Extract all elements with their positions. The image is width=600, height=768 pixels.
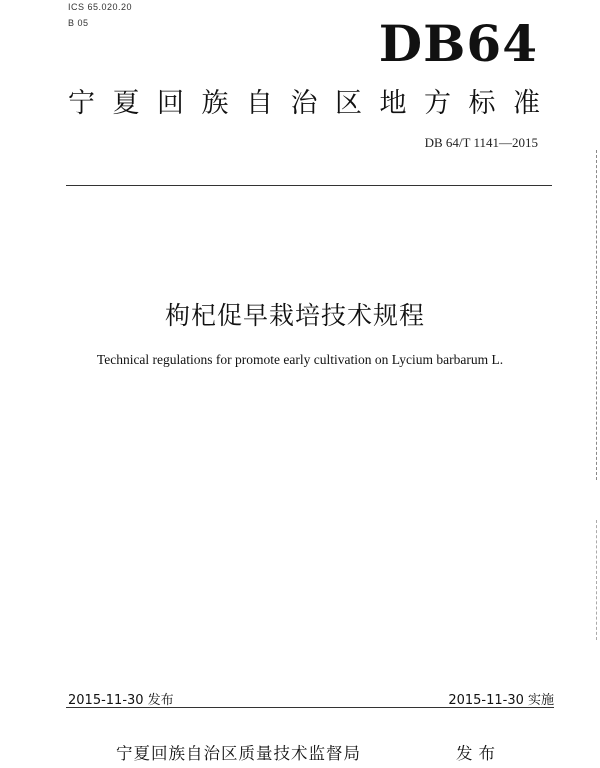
footer-divider bbox=[66, 707, 554, 708]
authority-char: 准 bbox=[513, 88, 540, 119]
authority-char: 族 bbox=[201, 88, 229, 119]
publish-label: 发布 bbox=[456, 744, 501, 763]
authority-char: 标 bbox=[468, 88, 496, 119]
scan-edge-mark bbox=[596, 520, 597, 640]
implementation-date: 2015-11-30 实施 bbox=[448, 693, 554, 708]
standard-number: DB 64/T 1141—2015 bbox=[424, 135, 538, 150]
scan-edge-mark bbox=[596, 150, 597, 480]
authority-char: 回 bbox=[157, 88, 184, 119]
authority-char: 区 bbox=[335, 88, 362, 119]
header-divider bbox=[66, 185, 552, 186]
ics-code: ICS 65.020.20 bbox=[68, 2, 133, 12]
authority-char: 治 bbox=[290, 88, 318, 119]
issuing-authority-heading bbox=[68, 86, 540, 122]
title-chinese: 枸杞促早栽培技术规程 bbox=[164, 301, 425, 330]
ccs-code: B 05 bbox=[68, 18, 89, 28]
authority-char: 自 bbox=[246, 88, 273, 119]
authority-char: 方 bbox=[424, 88, 451, 119]
authority-char: 宁 bbox=[68, 88, 95, 119]
standard-logo: DB64 bbox=[378, 14, 538, 73]
publisher-name: 宁夏回族自治区质量技术监督局 bbox=[116, 744, 361, 763]
authority-char: 夏 bbox=[112, 88, 140, 119]
issue-date: 2015-11-30 发布 bbox=[68, 693, 174, 708]
title-english: Technical regulations for promote early cultivation on Lycium barbarum L. bbox=[96, 352, 504, 367]
authority-char: 地 bbox=[379, 88, 407, 119]
